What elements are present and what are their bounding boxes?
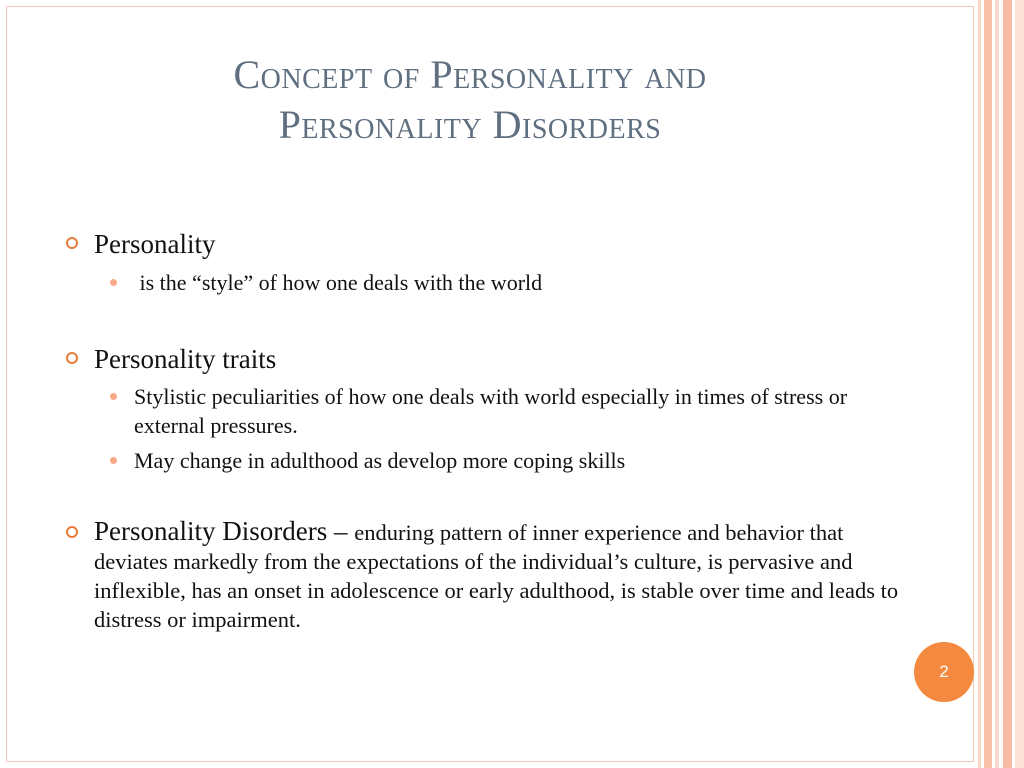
sub-bullet	[94, 268, 912, 297]
bullet-definition: enduring pattern of inner experience and behavior that deviates markedly from the expectations of the individual’s culture, is pervasive and inflexible, has an onset in adolescence or early adulthood, is stable over time and leads to distress or impairment.	[94, 520, 899, 632]
slide-body	[62, 228, 912, 634]
sub-bullet-text: Stylistic peculiarities of how one deals with world especially in times of stress or external pressures.	[134, 384, 848, 438]
decor-stripe	[995, 0, 999, 768]
bullet-personality-disorders	[62, 517, 904, 634]
dot-bullet-icon	[110, 457, 117, 464]
dot-bullet-icon	[110, 393, 117, 400]
ring-bullet-icon	[66, 526, 78, 538]
dot-bullet-icon	[110, 279, 117, 286]
bullet-paragraph	[94, 517, 904, 634]
bullet-label: Personality Disorders	[94, 516, 328, 546]
slide-title-line2: Personality Disorders	[278, 102, 662, 147]
ring-bullet-icon	[66, 352, 78, 364]
ring-bullet-icon	[66, 237, 78, 249]
sub-bullet	[94, 446, 912, 475]
page-number-badge	[914, 642, 974, 702]
slide-title-line1: Concept of Personality and	[233, 52, 707, 97]
decor-stripe	[1003, 0, 1012, 768]
bullet-personality	[62, 228, 912, 260]
sub-bullet	[94, 382, 886, 440]
slide-title	[80, 50, 860, 150]
dash: –	[327, 516, 355, 546]
sub-bullet-text: is the “style” of how one deals with the world	[134, 270, 543, 295]
decor-stripe	[984, 0, 992, 768]
bullet-personality-traits	[62, 343, 912, 375]
decor-stripe	[1015, 0, 1024, 768]
bullet-label: Personality traits	[94, 344, 277, 374]
page-number: 2	[939, 662, 949, 681]
sub-bullet-text: May change in adulthood as develop more coping skills	[134, 448, 626, 473]
bullet-label: Personality	[94, 229, 216, 259]
decor-stripe	[978, 0, 981, 768]
